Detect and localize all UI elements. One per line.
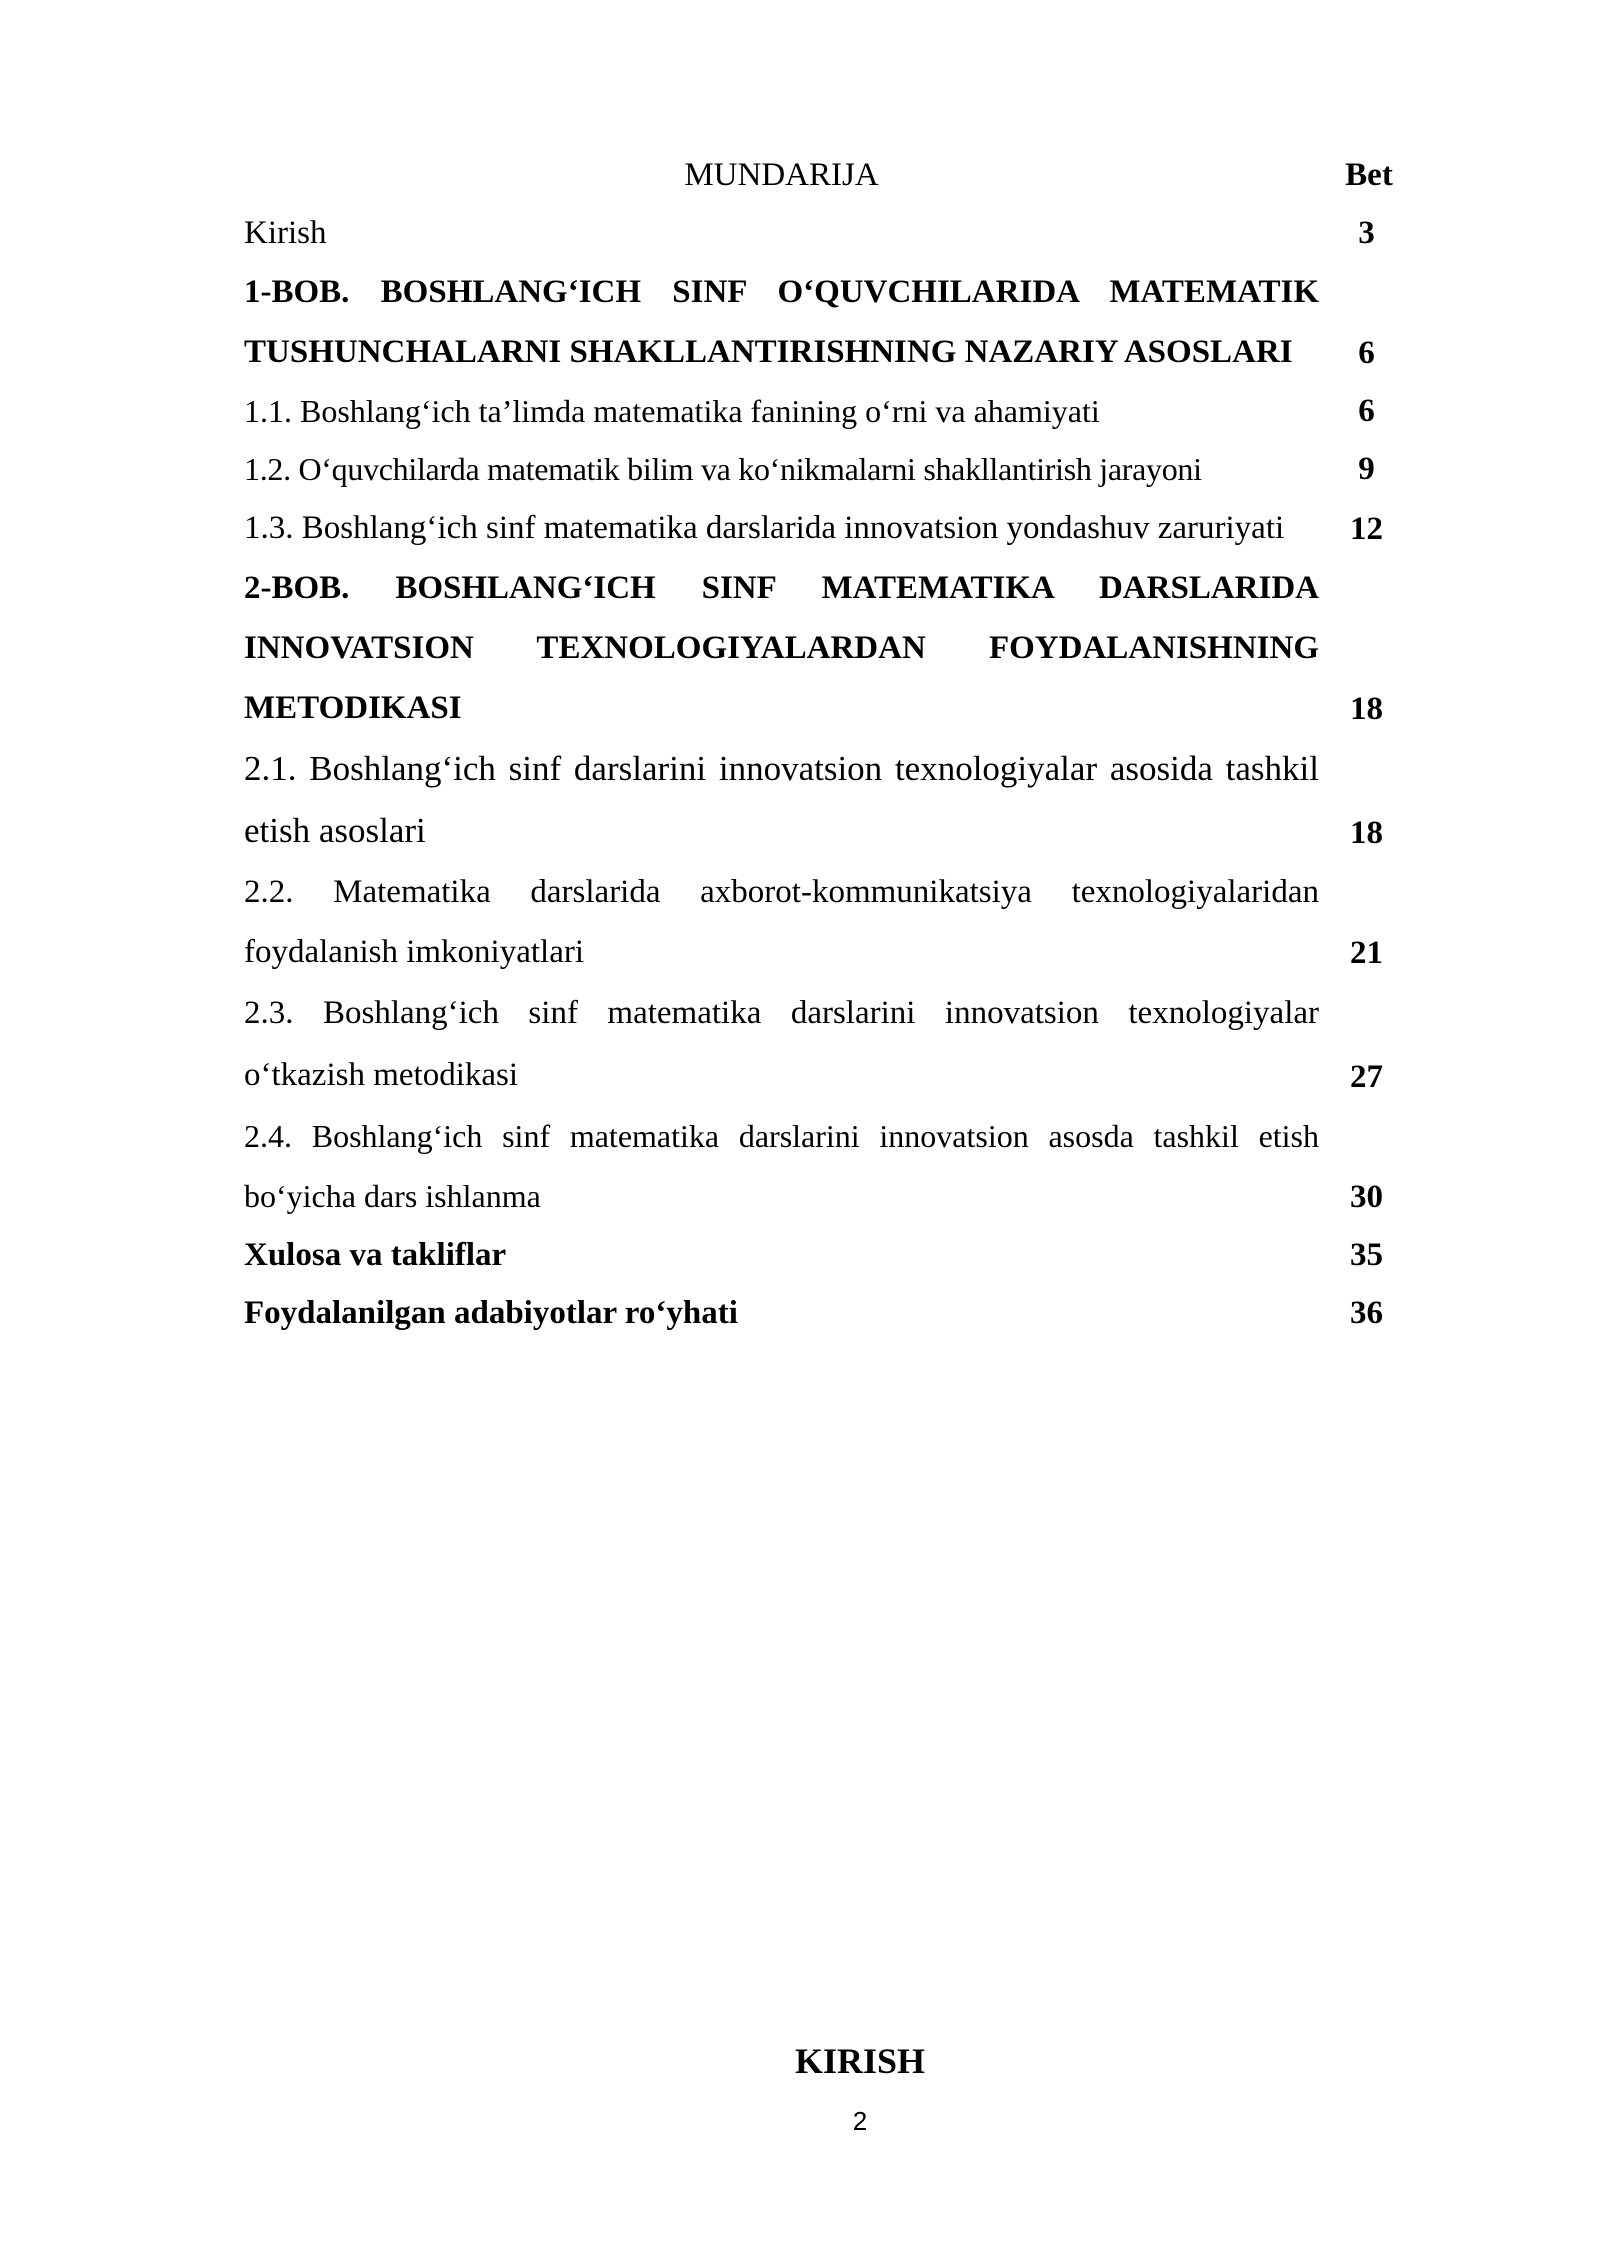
toc-entry-text: 1.1. Boshlang‘ich ta’limda matematika fanining o‘rni va ahamiyati (244, 393, 1100, 429)
toc-entry-page: 3 (1358, 215, 1375, 251)
toc-entry-text: 2-BOB. BOSHLANG‘ICH SINF MATEMATIKA DARSLARIDA INNOVATSION TEXNOLOGIYALARDAN FOYDALANISHNING METODIKASI (244, 570, 1319, 726)
toc-entry-page: 18 (1350, 815, 1383, 851)
section-heading: KIRISH (794, 2041, 926, 2081)
toc-entry-text: 1.2. O‘quvchilarda matematik bilim va ko‘nikmalarni shakllantirish jarayoni (244, 451, 1202, 487)
toc-entry (244, 862, 1414, 982)
page-number: 2 (852, 2106, 868, 2136)
toc-entry (244, 498, 1414, 558)
toc-entry-text: 1-BOB. BOSHLANG‘ICH SINF O‘QUVCHILARIDA MATEMATIK TUSHUNCHALARNI SHAKLLANTIRISHNING NAZARIY ASOSLARI (244, 274, 1319, 370)
toc-entry-page: 6 (1358, 335, 1375, 371)
table-of-contents (244, 146, 1414, 1342)
toc-entry-text: 2.1. Boshlang‘ich sinf darslarini innovatsion texnologiyalar asosida tashkil etish asoslari (244, 749, 1319, 850)
toc-entry (244, 738, 1414, 862)
toc-entry (244, 1284, 1414, 1342)
toc-entry-text: 2.2. Matematika darslarida axborot-kommunikatsiya texnologiyalaridan foydalanish imkoniyatlari (244, 874, 1319, 970)
toc-entry-text: 2.3. Boshlang‘ich sinf matematika darslarini innovatsion texnologiyalar o‘tkazish metodikasi (244, 995, 1319, 1093)
toc-entry (244, 982, 1414, 1106)
toc-entry-page: 12 (1350, 511, 1383, 547)
toc-entry-text: Xulosa va takliflar (244, 1237, 507, 1273)
toc-entry (244, 204, 1414, 262)
toc-entry-text: 2.4. Boshlang‘ich sinf matematika darslarini innovatsion asosda tashkil etish bo‘yicha dars ishlanma (244, 1118, 1319, 1214)
toc-header (244, 146, 1414, 204)
toc-title: MUNDARIJA (684, 157, 879, 193)
toc-entry-text: Kirish (244, 215, 327, 251)
toc-entry-page: 27 (1350, 1059, 1383, 1095)
toc-entry-text: Foydalanilgan adabiyotlar ro‘yhati (244, 1295, 738, 1331)
toc-entry-page: 36 (1350, 1295, 1383, 1331)
toc-entry (244, 1106, 1414, 1226)
toc-entry (244, 1226, 1414, 1284)
toc-entry (244, 558, 1414, 738)
toc-entry-page: 9 (1358, 451, 1375, 487)
toc-page-column-header: Bet (1345, 157, 1393, 193)
toc-entry (244, 262, 1414, 382)
toc-entry-page: 18 (1350, 691, 1383, 727)
toc-entry-page: 30 (1350, 1179, 1383, 1215)
toc-entry (244, 440, 1414, 498)
toc-entry (244, 382, 1414, 440)
toc-entry-page: 6 (1358, 393, 1375, 429)
toc-entry-text: 1.3. Boshlang‘ich sinf matematika darslarida innovatsion yondashuv zaruriyati (244, 510, 1285, 546)
toc-entry-page: 35 (1350, 1237, 1383, 1273)
toc-entry-page: 21 (1350, 935, 1383, 971)
